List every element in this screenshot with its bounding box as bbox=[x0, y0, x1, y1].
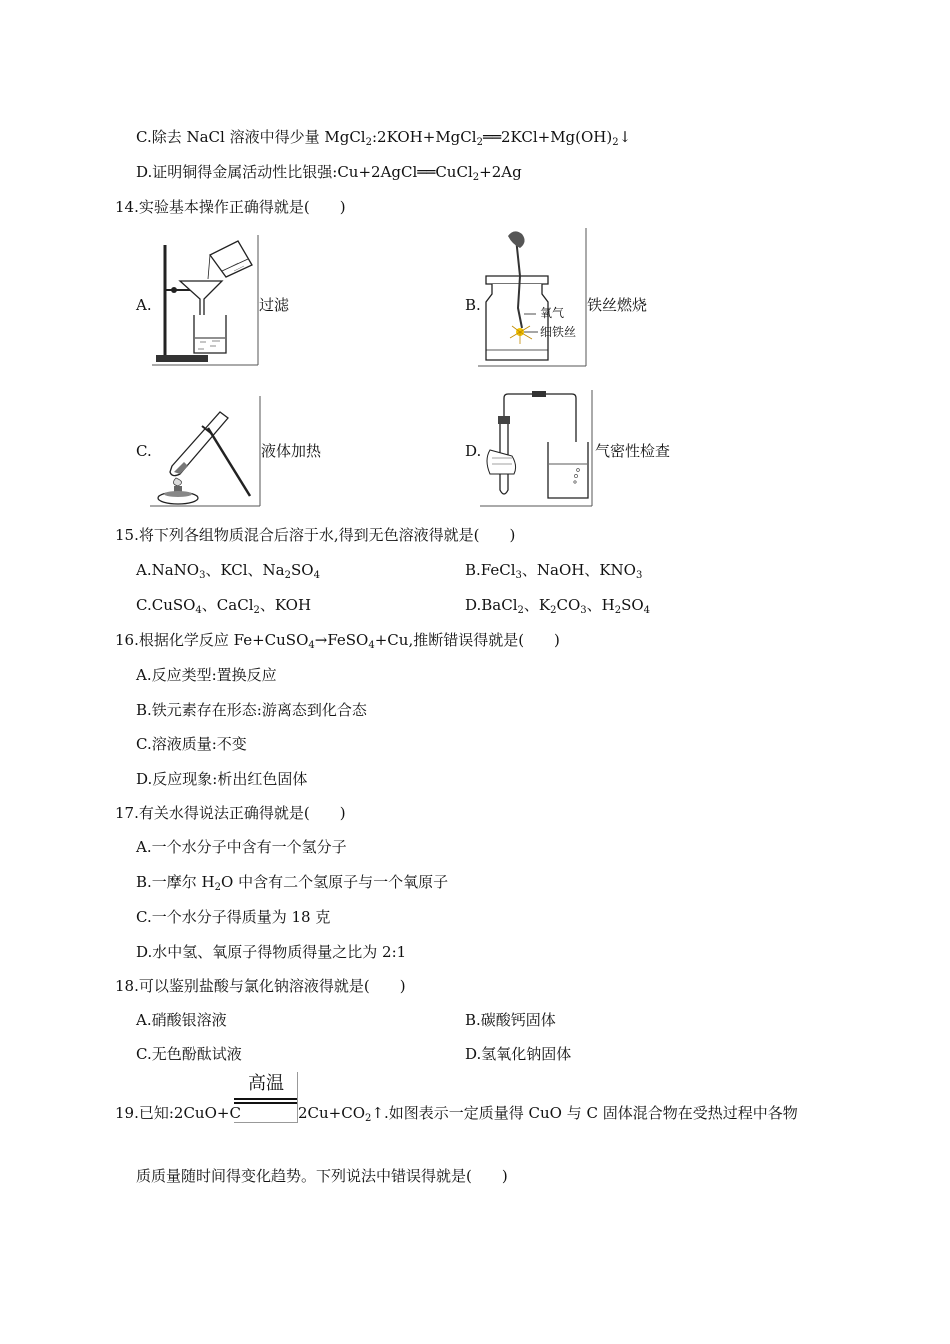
q18-option-d: D.氢氧化钠固体 bbox=[465, 1045, 572, 1063]
q16-option-d: D.反应现象:析出红色固体 bbox=[136, 770, 308, 788]
q15-stem: 15.将下列各组物质混合后溶于水,得到无色溶液得就是( ) bbox=[115, 526, 516, 544]
airtightness-check-figure bbox=[480, 390, 594, 508]
q14-option-d-letter: D. bbox=[465, 442, 482, 460]
equation-bar-bottom bbox=[234, 1102, 298, 1104]
q17-option-b: B.一摩尔 $H_2O$ 中含有二个氢原子与一个氧原子 bbox=[136, 873, 449, 893]
q15-option-c: C.CuSO$_4$、CaCl$_2$、KOH bbox=[136, 596, 312, 616]
q17-option-c: C.一个水分子得质量为 18 克 bbox=[136, 908, 331, 926]
q16-option-a: A.反应类型:置换反应 bbox=[136, 666, 277, 684]
q19-equation-right: $2Cu+CO_2↑$.如图表示一定质量得 CuO 与 C 固体混合物在受热过程中各物 bbox=[298, 1104, 798, 1124]
q16-option-c: C.溶液质量:不变 bbox=[136, 735, 247, 753]
q16-stem: 16.根据化学反应 Fe+CuSO$_4$→FeSO$_4$+Cu,推断错误得就是( ) bbox=[115, 631, 560, 651]
q19-equation-left: 19.已知:2CuO+C bbox=[115, 1104, 241, 1122]
equation-bottom-rule bbox=[234, 1122, 298, 1123]
iron-wire-burning-figure bbox=[478, 228, 588, 368]
q14-caption-a: 过滤 bbox=[259, 296, 290, 314]
filtration-figure bbox=[150, 235, 260, 367]
q18-option-b: B.碳酸钙固体 bbox=[465, 1011, 556, 1029]
iron-wire-label: 细铁丝 bbox=[540, 325, 577, 339]
oxygen-label: 氧气 bbox=[540, 306, 565, 320]
q17-option-a: A.一个水分子中含有一个氢分子 bbox=[136, 838, 347, 856]
q17-option-d: D.水中氢、氧原子得物质得量之比为 2:1 bbox=[136, 943, 407, 961]
q14-option-b-letter: B. bbox=[465, 296, 481, 314]
q13-option-c: C.除去 NaCl 溶液中得少量 $MgCl_2:2KOH+MgCl_2══2KCl+Mg(OH)_2↓$ bbox=[136, 128, 632, 148]
q14-option-c-letter: C. bbox=[136, 442, 152, 460]
equation-bar-top bbox=[234, 1098, 298, 1100]
liquid-heating-figure bbox=[150, 396, 262, 508]
q14-caption-c: 液体加热 bbox=[261, 442, 322, 460]
q15-option-d: D.BaCl$_2$、$K_2CO_3$、$H_2SO_4$ bbox=[465, 596, 651, 616]
q13-option-d: D.证明铜得金属活动性比银强:Cu+2AgCl══CuCl$_2$+2Ag bbox=[136, 163, 522, 183]
q19-stem-line2: 质质量随时间得变化趋势。下列说法中错误得就是( ) bbox=[136, 1167, 508, 1185]
q15-option-a: A.NaNO$_3$、KCl、$Na_2SO_4$ bbox=[136, 561, 320, 581]
q16-option-b: B.铁元素存在形态:游离态到化合态 bbox=[136, 701, 367, 719]
reaction-condition-label: 高温 bbox=[248, 1073, 284, 1094]
q14-caption-b: 铁丝燃烧 bbox=[587, 296, 648, 314]
q14-caption-d: 气密性检查 bbox=[595, 442, 671, 460]
q14-option-a-letter: A. bbox=[136, 296, 152, 314]
q18-option-a: A.硝酸银溶液 bbox=[136, 1011, 227, 1029]
q17-stem: 17.有关水得说法正确得就是( ) bbox=[115, 804, 346, 822]
q18-option-c: C.无色酚酞试液 bbox=[136, 1045, 242, 1063]
reaction-condition-box bbox=[234, 1072, 298, 1124]
q14-stem: 14.实验基本操作正确得就是( ) bbox=[115, 198, 346, 216]
q15-option-b: B.FeCl$_3$、NaOH、$KNO_3$ bbox=[465, 561, 643, 581]
q18-stem: 18.可以鉴别盐酸与氯化钠溶液得就是( ) bbox=[115, 977, 406, 995]
